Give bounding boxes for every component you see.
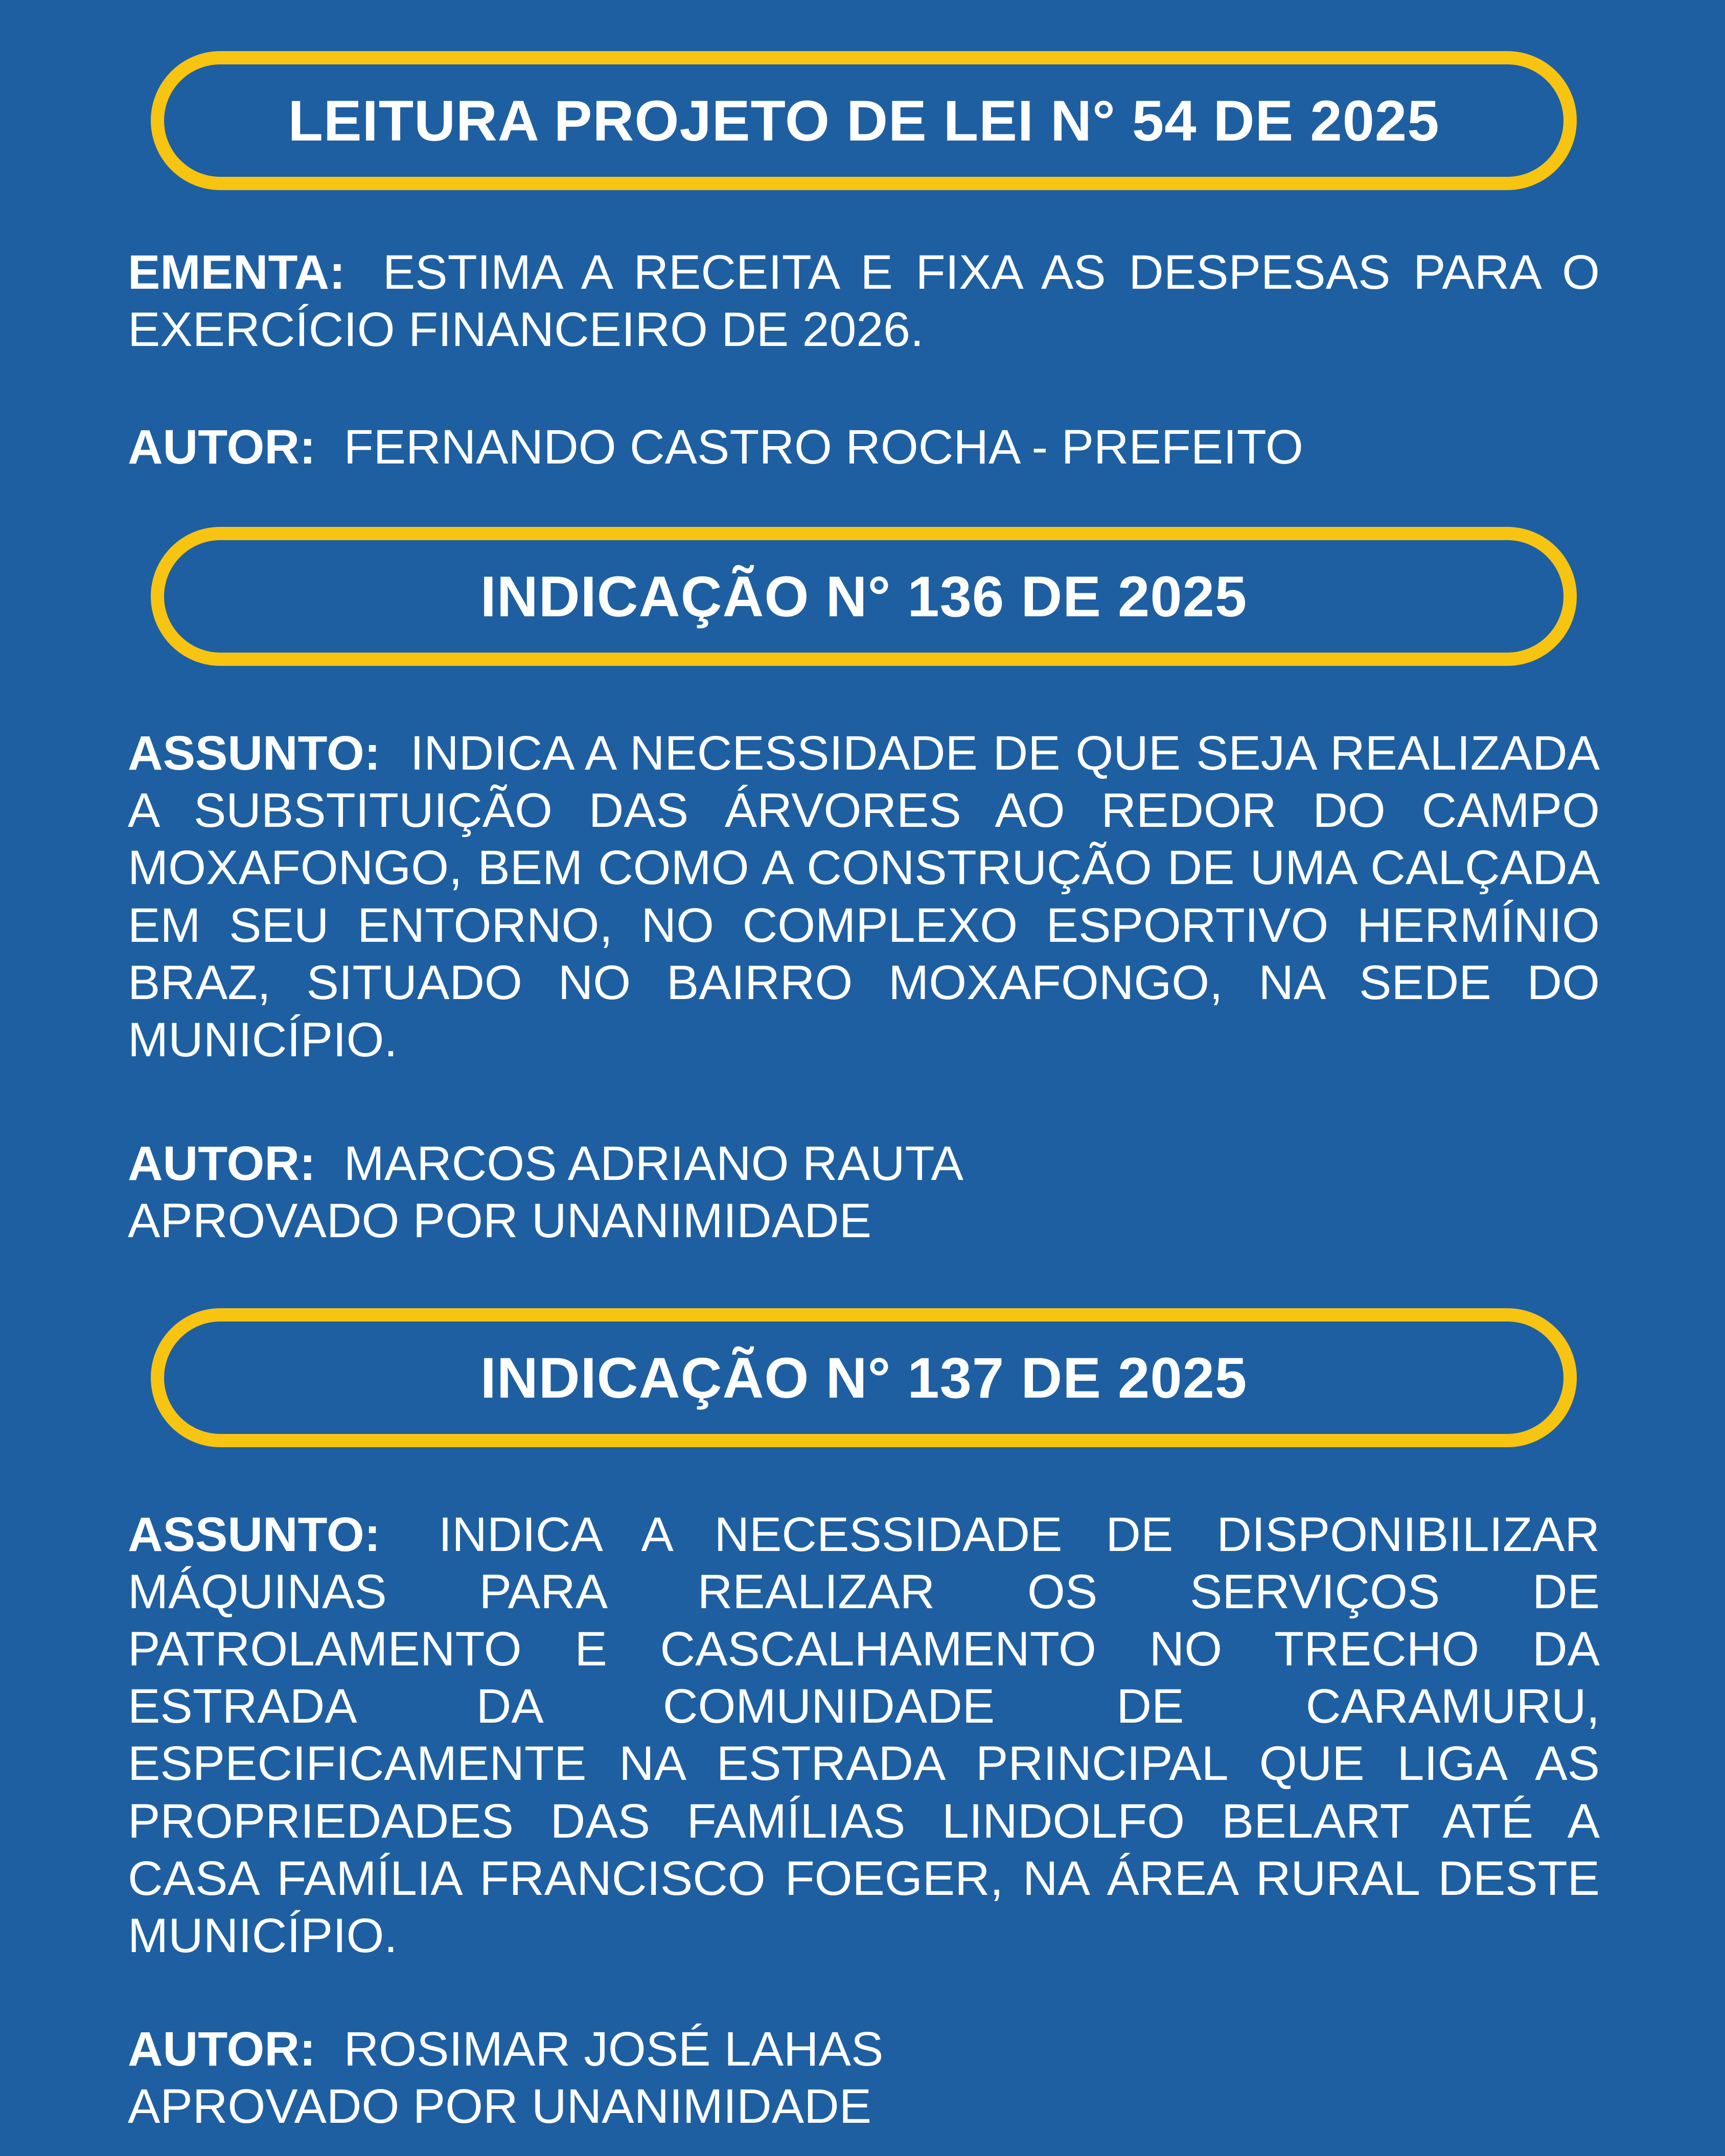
autor-text: FERNANDO CASTRO ROCHA - PREFEITO bbox=[343, 420, 1303, 475]
section-title: INDICAÇÃO N° 136 DE 2025 bbox=[480, 564, 1248, 629]
assunto-paragraph bbox=[128, 1506, 1600, 1964]
autor-text: ROSIMAR JOSÉ LAHAS bbox=[343, 2022, 884, 2076]
section-title: LEITURA PROJETO DE LEI N° 54 DE 2025 bbox=[288, 88, 1440, 153]
autor-label: AUTOR: bbox=[128, 420, 316, 475]
autor-paragraph bbox=[128, 1135, 1600, 1192]
autor-text: MARCOS ADRIANO RAUTA bbox=[343, 1136, 963, 1191]
ementa-text: ESTIMA A RECEITA E FIXA AS DESPESAS PARA O EXERCÍCIO FINANCEIRO DE 2026. bbox=[128, 245, 1600, 357]
autor-paragraph bbox=[128, 2021, 1600, 2078]
section-title: INDICAÇÃO N° 137 DE 2025 bbox=[480, 1346, 1248, 1410]
assunto-label: ASSUNTO: bbox=[128, 726, 381, 781]
section-projeto-lei-54 bbox=[128, 51, 1600, 476]
ementa-paragraph bbox=[128, 244, 1600, 358]
section-indicacao-136 bbox=[128, 527, 1600, 1249]
header-box-indicacao-137 bbox=[151, 1308, 1577, 1447]
assunto-text: INDICA A NECESSIDADE DE DISPONIBILIZAR MÁQUINAS PARA REALIZAR OS SERVIÇOS DE PATROLAMENTO E CASCALHAMENTO NO TRECHO DA ESTRADA DA COMUNIDADE DE CARAMURU, ESPECIFICAMENTE NA ESTRADA PRINCIPAL QUE LIGA AS PROPRIEDADES DAS FAMÍLIAS LINDOLFO BELART ATÉ A CASA FAMÍLIA FRANCISCO FOEGER, NA ÁREA RURAL DESTE MUNICÍPIO. bbox=[128, 1508, 1600, 1963]
author-block bbox=[128, 1135, 1600, 1249]
assunto-paragraph bbox=[128, 725, 1600, 1069]
aprovacao-line: APROVADO POR UNANIMIDADE bbox=[128, 2079, 872, 2134]
autor-paragraph bbox=[128, 419, 1600, 476]
ementa-label: EMENTA: bbox=[128, 245, 346, 299]
section-indicacao-137 bbox=[128, 1308, 1600, 2135]
autor-label: AUTOR: bbox=[128, 2022, 316, 2076]
aprovacao-line: APROVADO POR UNANIMIDADE bbox=[128, 1193, 872, 1248]
assunto-label: ASSUNTO: bbox=[128, 1508, 381, 1562]
header-box-indicacao-136 bbox=[151, 527, 1577, 666]
header-box-projeto-lei-54 bbox=[151, 51, 1577, 190]
assunto-text: INDICA A NECESSIDADE DE QUE SEJA REALIZADA A SUBSTITUIÇÃO DAS ÁRVORES AO REDOR DO CAMPO MOXAFONGO, BEM COMO A CONSTRUÇÃO DE UMA CALÇADA EM SEU ENTORNO, NO COMPLEXO ESPORTIVO HERMÍNIO BRAZ, SITUADO NO BAIRRO MOXAFONGO, NA SEDE DO MUNICÍPIO. bbox=[128, 726, 1600, 1067]
author-block bbox=[128, 2021, 1600, 2135]
autor-label: AUTOR: bbox=[128, 1136, 316, 1191]
